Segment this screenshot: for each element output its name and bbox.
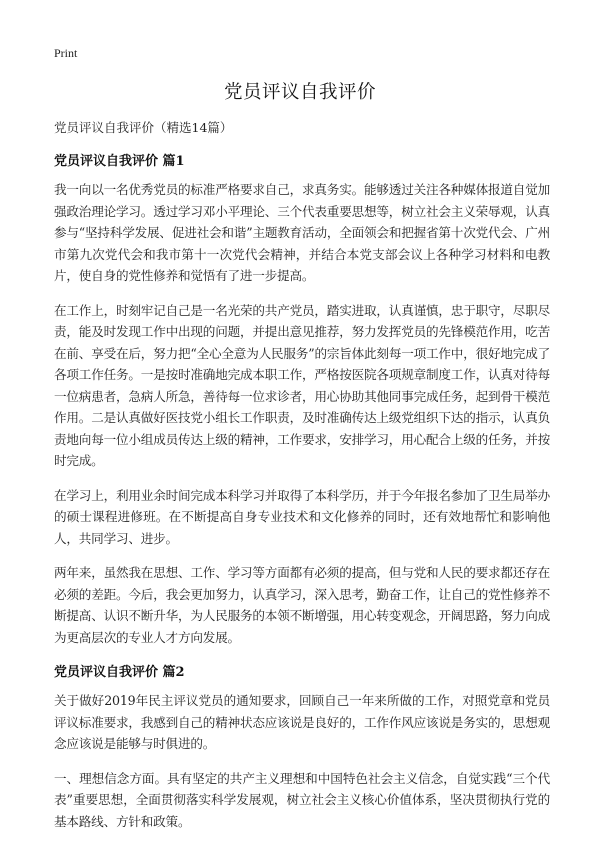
document-body xyxy=(54,118,550,845)
page-title: 党员评议自我评价 xyxy=(223,82,376,103)
section-heading-2: 党员评议自我评价 篇2 xyxy=(54,665,185,680)
paragraph: 关于做好2019年民主评议党员的通知要求，回顾自己一年来所做的工作，对照党章和党员评议标准要求，我感到自己的精神状态应该说是良好的，工作作风应该说是务实的，思想观念应该说是能够与时俱进的。 xyxy=(54,693,550,751)
paragraph: 在学习上，利用业余时间完成本科学习并取得了本科学历，并于今年报名参加了卫生局举办的硕士课程进修班。在不断提高自身专业技术和文化修养的同时，还有效地帮忙和影响他人，共同学习、进步。 xyxy=(54,487,550,546)
document-subtitle: 党员评议自我评价（精选14篇） xyxy=(54,120,233,135)
paragraph: 在工作上，时刻牢记自己是一名光荣的共产党员，踏实进取，认真谨慎，忠于职守，尽职尽责，能及时发现工作中出现的问题，并提出意见推荐，努力发挥党员的先锋模范作用，吃苦在前、享受在后，努力把“全心全意为人民服务”的宗旨体此刻每一项工作中，很好地完成了各项工作任务。一是按时准确地完成本职工作，严格按医院各项规章制度工作，认真对待每一位病患者，急病人所急，善待每一位求诊者，用心协助其他同事完成任务，起到骨干模范作用。二是认真做好医技党小组长工作职责，及时准确传达上级党组织下达的指示，认真负责地向每一位小组成员传达上级的精神，工作要求，安排学习，用心配合上级的任务，并按时完成。 xyxy=(54,302,550,468)
section-heading-1: 党员评议自我评价 篇1 xyxy=(54,154,185,169)
paragraph: 两年来，虽然我在思想、工作、学习等方面都有必须的提高，但与党和人民的要求都还存在必须的差距。今后，我会更加努力，认真学习，深入思考，勤奋工作，让自己的党性修养不断提高、认识不断升华，为人民服务的本领不断增强，用心转变观念，开阔思路，努力向成为更高层次的专业人才方向发展。 xyxy=(54,565,550,645)
paragraph: 我一向以一名优秀党员的标准严格要求自己，求真务实。能够透过关注各种媒体报道自觉加强政治理论学习。透过学习邓小平理论、三个代表重要思想等，树立社会主义荣辱观，认真参与“坚持科学发展、促进社会和谐”主题教育活动，全面领会和把握省第十次党代会、广州市第九次党代会和我市第十一次党代会精神，并结合本党支部会议上各种学习材料和电教片，使自身的党性修养和觉悟有了进一步提高。 xyxy=(54,182,550,283)
print-link[interactable]: Print xyxy=(54,46,78,60)
paragraph: 一、理想信念方面。具有坚定的共产主义理想和中国特色社会主义信念，自觉实践“三个代表”重要思想，全面贯彻落实科学发展观，树立社会主义核心价值体系，坚决贯彻执行党的基本路线、方针和政策。 xyxy=(54,770,550,829)
